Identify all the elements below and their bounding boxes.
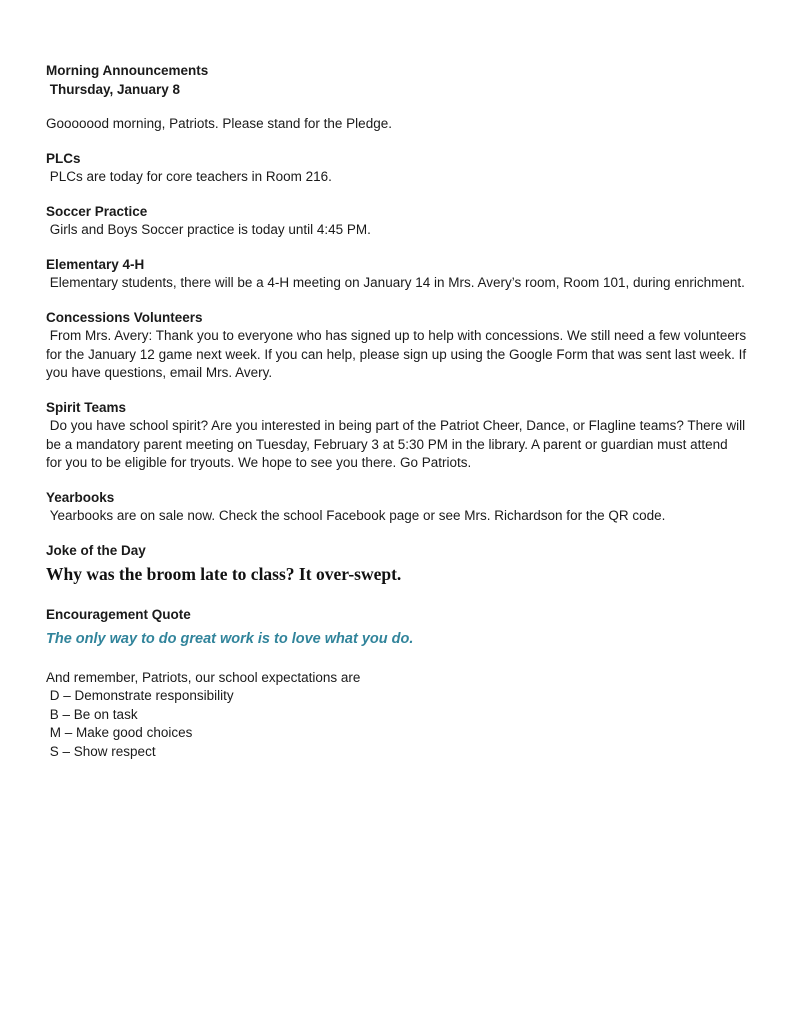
section-concessions-volunteers bbox=[46, 309, 750, 383]
section-encouragement-quote bbox=[46, 606, 747, 649]
expectation-item-d: D – Demonstrate responsibility bbox=[46, 688, 234, 703]
expectation-item-m: M – Make good choices bbox=[46, 725, 193, 740]
section-body: Yearbooks are on sale now. Check the school Facebook page or see Mrs. Richardson for the QR code. bbox=[46, 508, 666, 523]
section-body: Do you have school spirit? Are you interested in being part of the Patriot Cheer, Dance, or Flagline teams? There will be a mandatory parent meeting on Tuesday, February 3 at 5:30 PM in the library. A parent or guardian must attend for you to be eligible for tryouts. We hope to see you there. Go Patriots. bbox=[46, 418, 749, 470]
section-heading: Elementary 4-H bbox=[46, 256, 145, 272]
section-body: Elementary students, there will be a 4-H meeting on January 14 in Mrs. Avery’s room, Room 101, during enrichment. bbox=[46, 275, 745, 290]
section-elementary-4h bbox=[46, 256, 747, 293]
section-heading: Concessions Volunteers bbox=[46, 309, 203, 325]
section-plcs bbox=[46, 150, 747, 187]
quote-text: The only way to do great work is to love what you do. bbox=[46, 630, 414, 647]
section-body: PLCs are today for core teachers in Room 216. bbox=[46, 169, 332, 184]
section-body: Girls and Boys Soccer practice is today until 4:45 PM. bbox=[46, 222, 371, 237]
document-date: Thursday, January 8 bbox=[46, 81, 181, 97]
section-yearbooks bbox=[46, 489, 747, 526]
section-soccer-practice bbox=[46, 203, 747, 240]
section-spirit-teams bbox=[46, 399, 747, 473]
section-heading: PLCs bbox=[46, 150, 81, 166]
section-joke-of-the-day bbox=[46, 542, 747, 587]
joke-heading: Joke of the Day bbox=[46, 542, 146, 558]
school-expectations bbox=[46, 669, 747, 762]
quote-heading: Encouragement Quote bbox=[46, 607, 191, 622]
document-title: Morning Announcements bbox=[46, 63, 209, 78]
expectation-item-s: S – Show respect bbox=[46, 743, 156, 759]
section-body: From Mrs. Avery: Thank you to everyone who has signed up to help with concessions. We still need a few volunteers for the January 12 game next week. If you can help, please sign up using the Google Form that was sent last week. If you have questions, email Mrs. Avery. bbox=[46, 328, 750, 380]
joke-text: Why was the broom late to class? It over-swept. bbox=[46, 564, 402, 584]
greeting-text: Gooooood morning, Patriots. Please stand for the Pledge. bbox=[46, 116, 392, 131]
section-heading: Yearbooks bbox=[46, 489, 115, 505]
expectations-intro: And remember, Patriots, our school expectations are bbox=[46, 669, 361, 685]
section-heading: Soccer Practice bbox=[46, 203, 148, 219]
section-heading: Spirit Teams bbox=[46, 399, 127, 415]
expectation-item-b: B – Be on task bbox=[46, 706, 138, 722]
